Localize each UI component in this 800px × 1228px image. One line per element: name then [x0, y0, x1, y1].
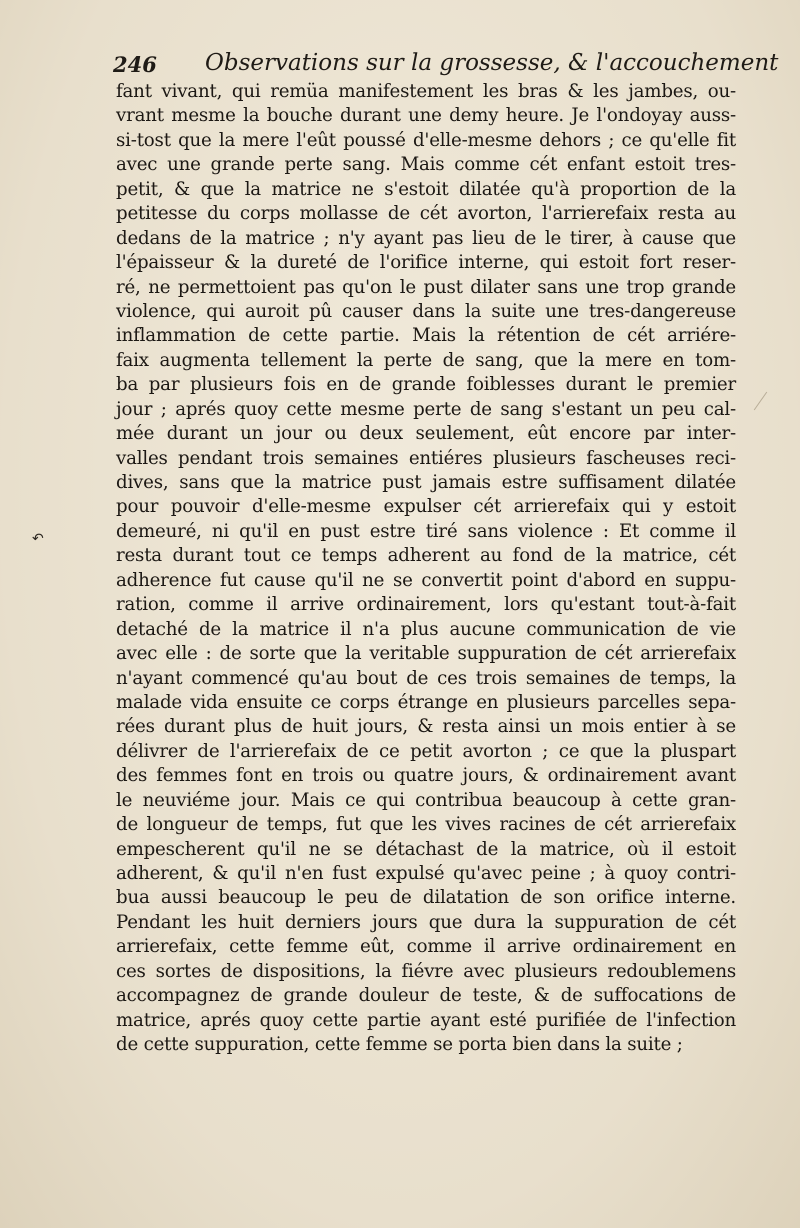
text-line: adherence fut cause qu'il ne se convertit point d'abord en suppu-: [116, 569, 736, 591]
running-title: Observations sur la grossesse, & l'accouchement: [205, 50, 779, 76]
body-text: [116, 80, 736, 1058]
running-head: [113, 50, 779, 84]
text-line: detaché de la matrice il n'a plus aucune communication de vie: [116, 618, 736, 640]
text-line: le neuviéme jour. Mais ce qui contribua beaucoup à cette gran-: [116, 789, 736, 811]
text-line: bua aussi beaucoup le peu de dilatation de son orifice interne.: [116, 887, 736, 909]
text-line: ré, ne permettoient pas qu'on le pust dilater sans une trop grande: [116, 276, 736, 298]
text-line: vrant mesme la bouche durant une demy heure. Je l'ondoyay auss-: [116, 105, 736, 127]
text-line: faix augmenta tellement la perte de sang, que la mere en tom-: [116, 349, 736, 371]
text-line: l'épaisseur & la dureté de l'orifice interne, qui estoit fort reser-: [116, 252, 736, 274]
text-line: ba par plusieurs fois en de grande foiblesses durant le premier: [116, 374, 736, 396]
text-line: dives, sans que la matrice pust jamais estre suffisament dilatée: [116, 472, 736, 493]
text-line: petitesse du corps mollasse de cét avorton, l'arrierefaix resta au: [116, 203, 736, 225]
margin-mark: ↶: [32, 531, 44, 547]
text-line: de longueur de temps, fut que les vives racines de cét arrierefaix: [116, 814, 736, 836]
text-line: petit, & que la matrice ne s'estoit dilatée qu'à proportion de la: [116, 178, 736, 200]
text-line: malade vida ensuite ce corps étrange en plusieurs parcelles sepa-: [116, 691, 736, 713]
text-line: violence, qui auroit pû causer dans la suite une tres-dangereuse: [116, 300, 736, 322]
text-line: n'ayant commencé qu'au bout de ces trois semaines de temps, la: [116, 667, 736, 689]
text-line: si-tost que la mere l'eût poussé d'elle-mesme dehors ; ce qu'elle fit: [116, 129, 736, 151]
text-line: valles pendant trois semaines entiéres plusieurs fascheuses reci-: [116, 447, 736, 469]
text-line: avec elle : de sorte que la veritable suppuration de cét arrierefaix: [116, 643, 736, 665]
text-line: dedans de la matrice ; n'y ayant pas lieu de le tirer, à cause que: [116, 227, 736, 249]
text-line: matrice, aprés quoy cette partie ayant esté purifiée de l'infection: [116, 1009, 736, 1031]
text-line: adherent, & qu'il n'en fust expulsé qu'avec peine ; à quoy contri-: [116, 863, 736, 884]
text-line: empescherent qu'il ne se détachast de la matrice, où il estoit: [116, 838, 736, 860]
text-line: ration, comme il arrive ordinairement, lors qu'estant tout-à-fait: [116, 594, 736, 616]
text-line: délivrer de l'arrierefaix de ce petit avorton ; ce que la pluspart: [116, 740, 736, 762]
text-line: demeuré, ni qu'il en pust estre tiré sans violence : Et comme il: [116, 520, 736, 542]
text-line: jour ; aprés quoy cette mesme perte de sang s'estant un peu cal-: [116, 398, 736, 420]
text-line: fant vivant, qui remüa manifestement les bras & les jambes, ou-: [116, 81, 736, 102]
text-line: pour pouvoir d'elle-mesme expulser cét arrierefaix qui y estoit: [116, 496, 736, 518]
text-line: Pendant les huit derniers jours que dura la suppuration de cét: [116, 911, 736, 933]
text-line: resta durant tout ce temps adherent au fond de la matrice, cét: [116, 545, 736, 567]
text-line: de cette suppuration, cette femme se porta bien dans la suite ;: [116, 1034, 683, 1056]
text-line: rées durant plus de huit jours, & resta ainsi un mois entier à se: [116, 716, 736, 738]
margin-stroke: [754, 392, 767, 411]
text-line: inflammation de cette partie. Mais la rétention de cét arriére-: [116, 325, 736, 347]
text-line: mée durant un jour ou deux seulement, eût encore par inter-: [116, 423, 736, 445]
text-line: des femmes font en trois ou quatre jours, & ordinairement avant: [116, 765, 736, 787]
text-line: ces sortes de dispositions, la fiévre avec plusieurs redoublemens: [116, 960, 736, 982]
text-line: accompagnez de grande douleur de teste, & de suffocations de: [116, 985, 736, 1007]
text-line: arrierefaix, cette femme eût, comme il arrive ordinairement en: [116, 936, 736, 958]
text-line: avec une grande perte sang. Mais comme cét enfant estoit tres-: [116, 154, 736, 176]
page-number: 246: [113, 52, 157, 77]
